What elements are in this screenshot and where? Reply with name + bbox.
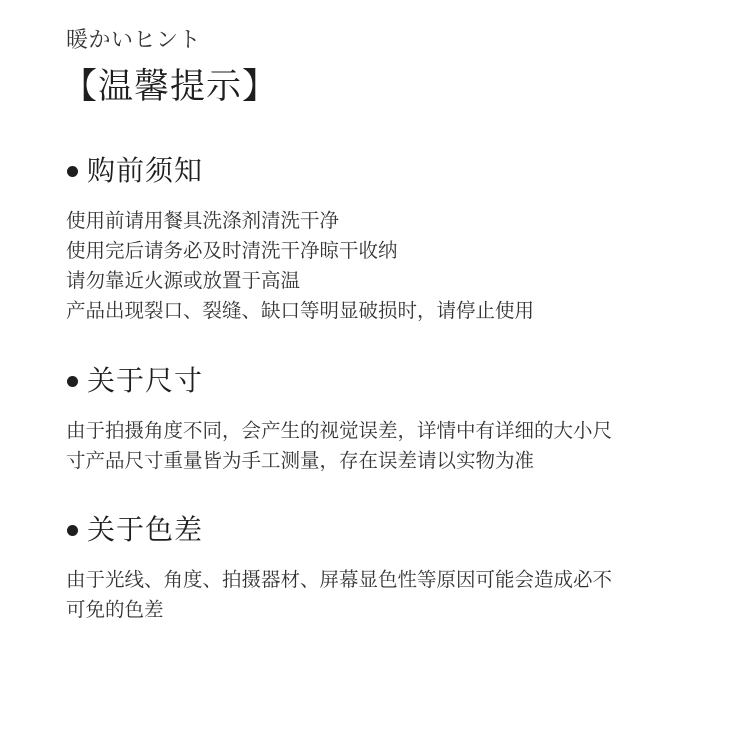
text-line: 由于拍摄角度不同，会产生的视觉误差，详情中有详细的大小尺 <box>66 419 613 442</box>
section-title: 关于尺寸 <box>87 364 204 397</box>
text-line: 请勿靠近火源或放置于高温 <box>66 269 301 292</box>
section-pre-purchase <box>66 151 706 322</box>
section-size <box>66 361 706 472</box>
bullet-dot-icon <box>67 376 78 387</box>
text-line: 产品出现裂口、裂缝、缺口等明显破损时，请停止使用 <box>66 299 535 322</box>
section-body <box>66 416 612 476</box>
bullet-dot-icon <box>67 166 78 177</box>
section-header <box>66 510 706 550</box>
text-line: 使用完后请务必及时清洗干净晾干收纳 <box>66 239 398 262</box>
text-line: 可免的色差 <box>66 598 164 621</box>
section-title: 关于色差 <box>87 513 204 546</box>
bullet-dot-icon <box>67 525 78 536</box>
text-line: 使用前请用餐具洗涤剂清洗干净 <box>66 209 340 232</box>
text-line: 寸产品尺寸重量皆为手工测量，存在误差请以实物为准 <box>66 449 535 472</box>
japanese-subtitle: 暖かいヒント <box>66 28 202 53</box>
section-color-difference <box>66 510 706 621</box>
section-title: 购前须知 <box>87 154 204 187</box>
text-line: 由于光线、角度、拍摄器材、屏幕显色性等原因可能会造成必不 <box>66 568 613 591</box>
section-body <box>66 206 534 326</box>
page-title: 【温馨提示】 <box>62 67 279 107</box>
section-body <box>66 565 612 625</box>
section-header <box>66 151 706 191</box>
section-header <box>66 361 706 401</box>
